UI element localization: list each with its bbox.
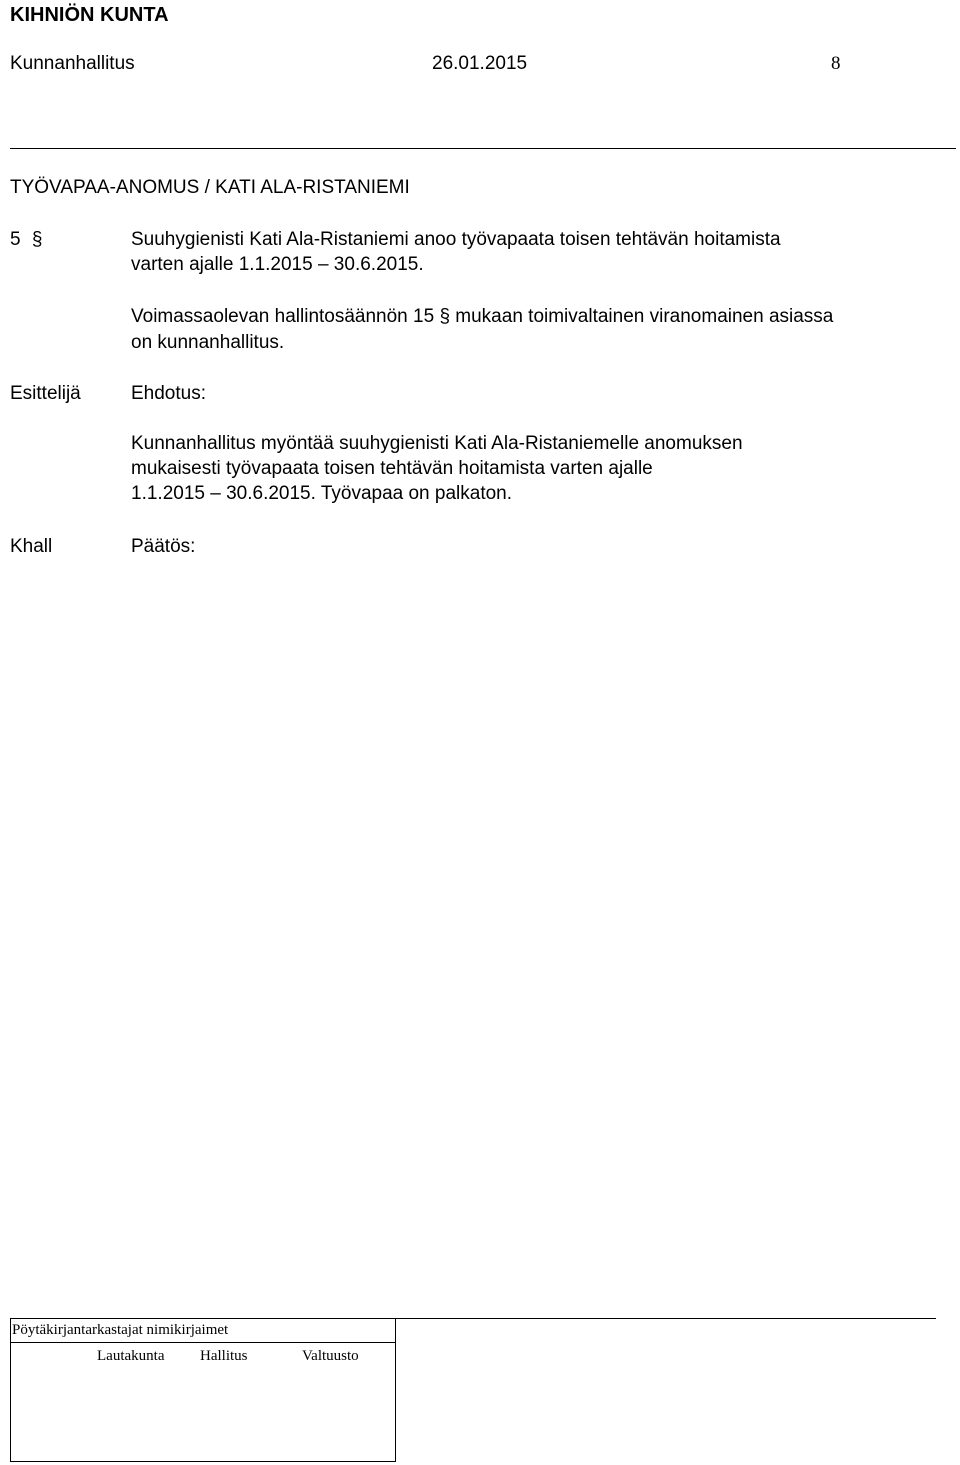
footer-inner-line	[10, 1342, 396, 1343]
page-number: 8	[831, 53, 841, 74]
item-title: TYÖVAPAA-ANOMUS / KATI ALA-RISTANIEMI	[10, 177, 410, 198]
paragraph1-line1: Suuhygienisti Kati Ala-Ristaniemi anoo työvapaata toisen tehtävän hoitamista	[131, 229, 781, 250]
footer-top-line	[10, 1318, 936, 1319]
footer-col-council: Valtuusto	[302, 1348, 359, 1364]
meeting-date: 26.01.2015	[432, 53, 528, 74]
section-marker	[10, 228, 42, 252]
footer-col-committee: Lautakunta	[97, 1348, 165, 1364]
proposal-label: Ehdotus:	[131, 383, 206, 404]
presenter-label: Esittelijä	[10, 383, 81, 404]
paragraph1-line2: varten ajalle 1.1.2015 – 30.6.2015.	[131, 254, 424, 275]
board-label: Khall	[10, 536, 53, 557]
body-name: Kunnanhallitus	[10, 53, 135, 74]
footer-col-board: Hallitus	[200, 1348, 248, 1364]
checkers-label: Pöytäkirjantarkastajat nimikirjaimet	[12, 1322, 229, 1338]
proposal-line1: Kunnanhallitus myöntää suuhygienisti Kati Ala-Ristaniemelle anomuksen	[131, 433, 743, 454]
paragraph2-line2: on kunnanhallitus.	[131, 332, 285, 353]
footer-signature-box	[10, 1318, 396, 1462]
header-divider	[10, 148, 956, 149]
municipality-name: KIHNIÖN KUNTA	[10, 4, 169, 26]
section-number: 5	[10, 229, 21, 250]
section-sign: §	[31, 229, 43, 250]
paragraph2-line1: Voimassaolevan hallintosäännön 15 § mukaan toimivaltainen viranomainen asiassa	[131, 306, 834, 327]
decision-label: Päätös:	[131, 536, 196, 557]
proposal-line3: 1.1.2015 – 30.6.2015. Työvapaa on palkaton.	[131, 483, 513, 504]
proposal-line2: mukaisesti työvapaata toisen tehtävän hoitamista varten ajalle	[131, 458, 653, 479]
